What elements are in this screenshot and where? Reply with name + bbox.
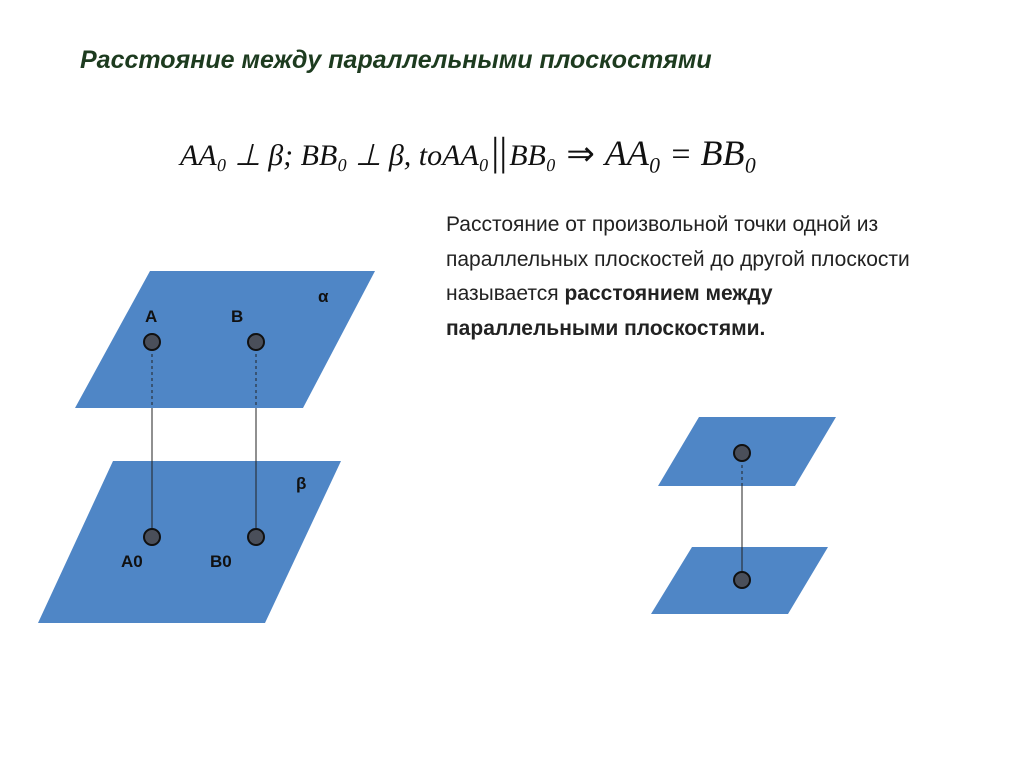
point-b [248,334,264,350]
definition-bold: расстоянием между параллельными плоскостями. [446,282,773,340]
plane-alpha [75,271,375,408]
formula-parallel-sign: || [491,129,508,174]
formula-equals-sign: = [671,136,691,173]
label-a0: A0 [121,552,143,571]
small-point-upper [734,445,750,461]
formula-rhs: BB₀ [700,133,758,173]
label-beta: β [296,474,307,493]
label-a: A [145,307,158,326]
formula-part2: BB₀ [509,139,557,172]
label-b0: B0 [210,552,232,571]
small-point-lower [734,572,750,588]
definition-regular: Расстояние от произвольной точки одной из параллельных плоскостей до другой плоскости называется [446,213,910,305]
point-a [144,334,160,350]
formula-lhs: AA₀ [604,133,662,173]
figure-small-planes [651,417,836,614]
label-alpha: α [318,287,329,306]
point-b0 [248,529,264,545]
point-a0 [144,529,160,545]
label-b: B [231,307,244,326]
figure-parallel-planes [38,271,375,623]
formula-implies-sign: ⇒ [566,136,595,173]
formula-part1: AA₀ ⊥ β; BB₀ ⊥ β, toAA₀ [180,139,490,172]
slide-title: Расстояние между параллельными плоскостями [80,46,712,74]
